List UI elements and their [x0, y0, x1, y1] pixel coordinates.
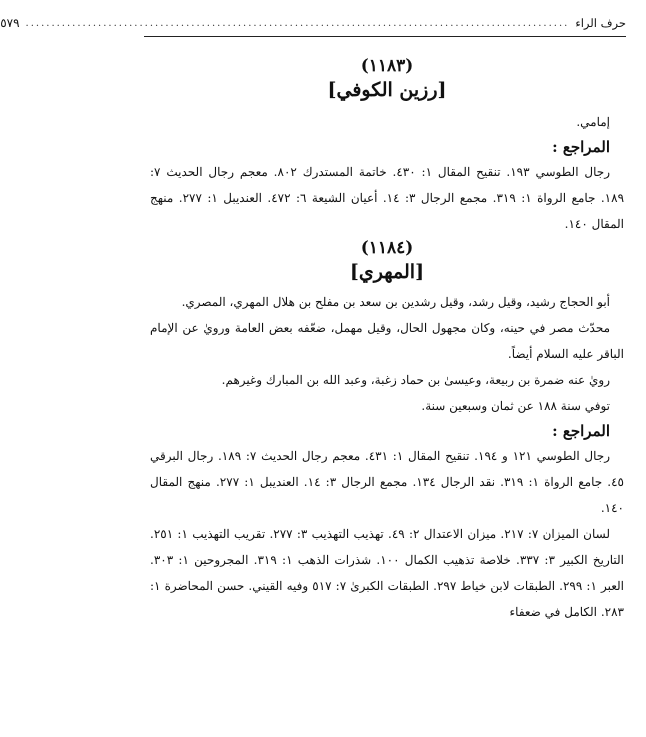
entry-1184	[150, 237, 624, 625]
references-heading: المراجع :	[552, 422, 610, 440]
leader-dots: .........................................................................................................	[25, 17, 570, 29]
references-paragraph: رجال الطوسي ١٩٣. تنقيح المقال ١: ٤٣٠. خاتمة المستدرك ٨٠٢. معجم رجال الحديث ٧: ١٨٩. جامع الرواة ١: ٣١٩. مجمع الرجال ٣: ١٤. أعيان الشيعة ٦: ٤٧٢. العنديبل ١: ٢٧٧. منهج المقال ١٤٠.	[150, 165, 625, 231]
references-heading: المراجع :	[552, 138, 610, 156]
page-content	[150, 55, 624, 625]
section-title: حرف الراء	[575, 16, 626, 30]
bio-paragraph: توفي سنة ١٨٨ عن ثمان وسبعين سنة.	[421, 399, 610, 413]
bio-paragraph: رويٰ عنه ضمرة بن ربيعة، وعيسىٰ بن حماد زغبة، وعبد الله بن المبارك وغيرهم.	[221, 373, 610, 387]
running-header	[0, 10, 626, 37]
entry-number: (١١٨٣)	[360, 56, 414, 76]
entry-name: [المهري]	[349, 261, 425, 283]
references-paragraph: لسان الميزان ٧: ٢١٧. ميزان الاعتدال ٢: ٤٩. تهذيب التهذيب ٣: ٢٧٧. تقريب التهذيب ١: ٢٥١. التاريخ الكبير ٣: ٣٣٧. خلاصة تذهيب الكمال ١٠٠. شذرات الذهب ١: ٣١٩. المجروحين ١: ٣٠٣. العبر ١: ٢٩٩. الطبقات لابن خياط ٢٩٧. الطبقات الكبرىٰ ٧: ٥١٧ وفيه القيني. حسن المحاضرة ١: ٢٨٣. الكامل في ضعفاء	[150, 527, 625, 619]
bio-paragraph: محدّث مصر في حينه، وكان مجهول الحال، وقيل مهمل، ضعّفه بعض العامة ورويٰ عن الإمام الباقر عليه السلام أيضاً.	[150, 321, 624, 361]
entry-1183	[150, 55, 624, 237]
entry-name: [رزين الكوفي]	[327, 79, 447, 101]
bio-paragraph: أبو الحجاج رشيد، وقيل رشد، وقيل رشدين بن سعد بن مفلح بن هلال المهري، المصري.	[181, 295, 610, 309]
references-paragraph: رجال الطوسي ١٢١ و ١٩٤. تنقيح المقال ١: ٤٣١. معجم رجال الحديث ٧: ١٨٩. رجال البرقي ٤٥. جامع الرواة ١: ٣١٩. نقد الرجال ١٣٤. مجمع الرجال ٣: ١٤. العنديبل ١: ٢٧٧. منهج المقال ١٤٠.	[150, 449, 624, 515]
entry-number: (١١٨٤)	[360, 238, 414, 258]
page-number: ٥٧٩	[0, 16, 20, 30]
bio-paragraph: إمامي.	[576, 115, 610, 129]
